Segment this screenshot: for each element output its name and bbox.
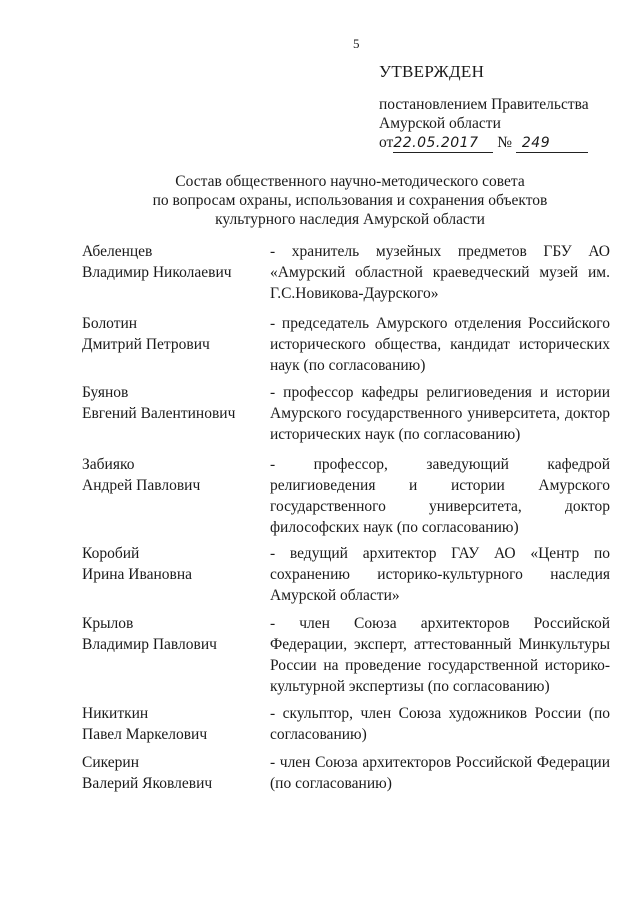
title-line-3: культурного наследия Амурской области: [215, 211, 485, 228]
member-name: [82, 241, 262, 283]
member-name: [82, 454, 262, 496]
member-given-names: Владимир Павлович: [82, 636, 217, 653]
member-role: - ведущий архитектор ГАУ АО «Центр по сохранению историко-культурного наследия Амурской области»: [270, 545, 610, 604]
member-surname: Никиткин: [82, 705, 149, 722]
member-name: [82, 313, 262, 355]
member-role: - скульптор, член Союза художников России (по согласованию): [270, 705, 610, 743]
member-name: [82, 613, 262, 655]
member-surname: Коробий: [82, 545, 140, 562]
approval-heading: УТВЕРЖДЕН: [379, 62, 485, 81]
member-given-names: Дмитрий Петрович: [82, 336, 210, 353]
member-role: - председатель Амурского отделения Российского исторического общества, кандидат исторических наук (по согласованию): [270, 315, 610, 374]
member-surname: Абеленцев: [82, 243, 153, 260]
approval-block: [379, 62, 619, 153]
approval-date: 22.05.2017: [393, 135, 493, 153]
member-given-names: Валерий Яковлевич: [82, 775, 213, 792]
title-line-2: по вопросам охраны, использования и сохранения объектов: [152, 192, 548, 209]
member-name: [82, 752, 262, 794]
member-given-names: Андрей Павлович: [82, 477, 201, 494]
member-role: - член Союза архитекторов Российской Федерации (по согласованию): [270, 754, 610, 792]
member-given-names: Евгений Валентинович: [82, 405, 236, 422]
page-number: 5: [353, 36, 360, 51]
member-surname: Забияко: [82, 456, 135, 473]
member-surname: Буянов: [82, 384, 129, 401]
number-label: №: [497, 134, 512, 151]
approval-number: 249: [516, 135, 588, 153]
from-label: от: [379, 134, 394, 151]
member-name: [82, 382, 262, 424]
member-role: - профессор, заведующий кафедрой религиоведения и истории Амурского государственного университета, доктор философских наук (по согласованию): [270, 456, 610, 536]
member-role: - член Союза архитекторов Российской Федерации, эксперт, аттестованный Минкультуры России на проведение государственной историко-культурной экспертизы (по согласованию): [270, 615, 610, 695]
member-role: - профессор кафедры религиоведения и истории Амурского государственного университета, доктор исторических наук (по согласованию): [270, 384, 610, 443]
member-surname: Болотин: [82, 315, 138, 332]
approval-date-line: [379, 133, 619, 153]
member-given-names: Ирина Ивановна: [82, 566, 193, 583]
approval-line-1: постановлением Правительства: [379, 96, 589, 113]
member-surname: Крылов: [82, 615, 134, 632]
member-given-names: Владимир Николаевич: [82, 264, 232, 281]
member-name: [82, 703, 262, 745]
document-title: [120, 172, 580, 229]
member-name: [82, 543, 262, 585]
title-line-1: Состав общественного научно-методического совета: [175, 173, 525, 190]
member-role: - хранитель музейных предметов ГБУ АО «Амурский областной краеведческий музей им. Г.С.Новикова-Даурского»: [270, 243, 610, 302]
member-surname: Сикерин: [82, 754, 139, 771]
member-given-names: Павел Маркелович: [82, 726, 208, 743]
approval-line-2: Амурской области: [379, 115, 501, 132]
